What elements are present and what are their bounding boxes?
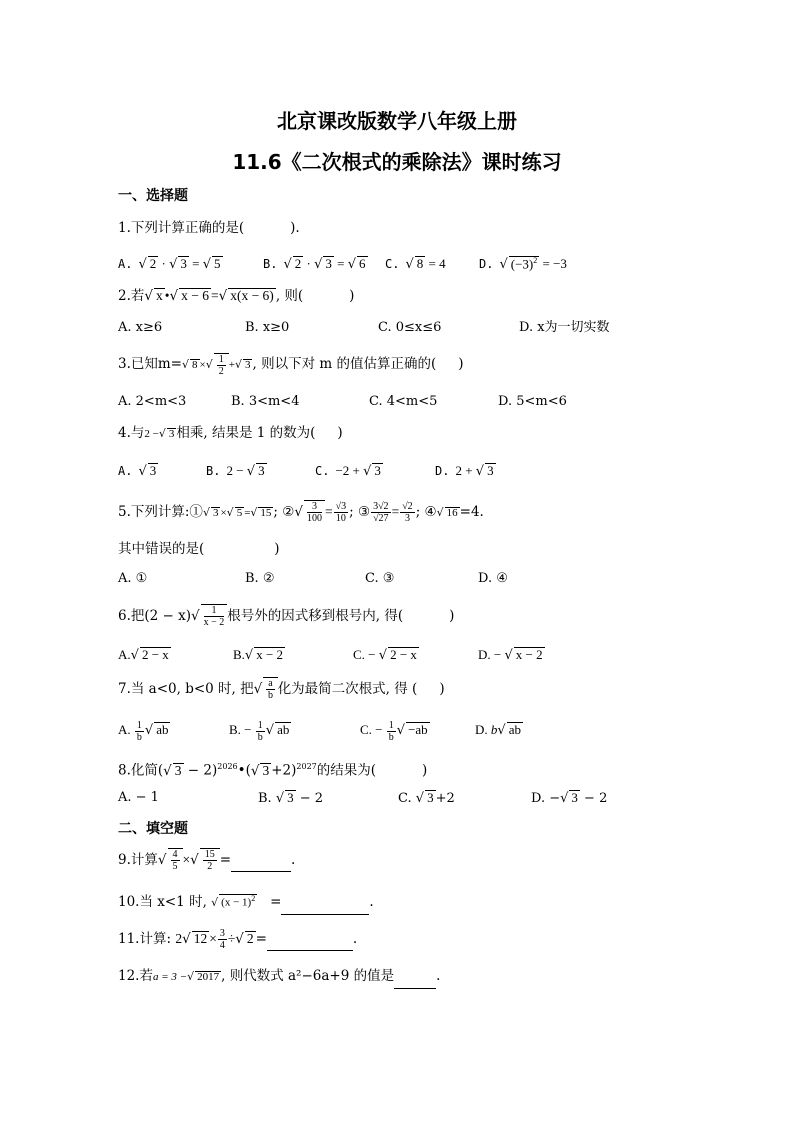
question-5-option-b: B. ② (245, 571, 275, 586)
question-1-option-c: C. √ 8 = 4 (385, 256, 446, 272)
answer-blank-11[interactable] (267, 936, 353, 951)
question-3-option-a: A. 2<m<3 (118, 394, 187, 409)
question-7-stem: 7.当 a<0, b<0 时, 把√ $\frac{a}{b}$ 化为最简二次根式, 得 ( ) (118, 678, 445, 702)
question-2-option-c: C. 0≤x≤6 (378, 320, 442, 335)
question-1-option-d: D. √ $(-3)^2 = -3$ (479, 255, 567, 272)
answer-blank-10[interactable] (281, 900, 369, 915)
question-2-option-d: D. x为一切实数 (519, 320, 610, 335)
question-7-option-c: C. − $\frac{1}{b}$ √ −ab (360, 719, 428, 743)
question-8-option-d: D. −√ 3 − 2 (531, 790, 608, 806)
question-5-stem: 5.下列计算:①√ 3 ×√ 5 =√ 15 ; ②√ $\frac{3}{100}$ = $\frac{√3}{10}$ ; ③ $\frac{3√2}{√27}$ = $\frac{√2}{3}$ ; ④√ 16 =4. (118, 501, 484, 525)
question-4-option-a: A. √ 3 (118, 463, 157, 479)
question-8-option-a: A. − 1 (118, 790, 159, 805)
question-6-stem: 6.把(2 − x)√ $\frac{1}{x - 2}$ 根号外的因式移到根号内, 得( ) (118, 605, 455, 629)
question-7-option-a: A. $\frac{1}{b}$ √ ab (118, 719, 169, 743)
answer-blank-9[interactable] (231, 857, 291, 872)
section-heading-fill: 二、填空题 (118, 821, 188, 837)
question-3-stem: 3.已知m=√ 8 ×√ $\frac{1}{2}$ +√ 3 , 则以下对 m 的值估算正确的( ) (118, 353, 464, 377)
question-10-stem: 10.当 x<1 时, √ $(x - 1)^2$ = . (118, 890, 374, 918)
question-3-option-d: D. 5<m<6 (498, 394, 567, 409)
question-5-option-c: C. ③ (365, 571, 395, 586)
question-6-option-d: D. − √ x − 2 (478, 647, 543, 663)
question-2-stem: 2.若√ x •√ x − 6 =√ x(x − 6) , 则( ) (118, 288, 355, 304)
section-heading-choice: 一、选择题 (118, 188, 188, 204)
question-3-option-c: C. 4<m<5 (369, 394, 438, 409)
question-6-option-a: A.√ 2 − x (118, 647, 169, 663)
question-12-stem: 12.若a = 3 −√ 2017 , 则代数式 a²−6a+9 的值是 . (118, 964, 440, 992)
question-8-option-b: B. √ 3 − 2 (258, 790, 324, 806)
question-2-option-a: A. x≥6 (118, 320, 163, 335)
question-4-stem: 4.与2 −√ 3 相乘, 结果是 1 的数为( ) (118, 425, 343, 441)
question-4-option-d: D. 2 + √ 3 (435, 463, 494, 479)
document-title: 北京课改版数学八年级上册 (277, 109, 517, 133)
question-1-option-a: A. √ 2 · √ 3 = √ 5 (118, 256, 221, 272)
question-7-option-b: B. − $\frac{1}{b}$ √ ab (229, 719, 290, 743)
document-subtitle: 11.6《二次根式的乘除法》课时练习 (232, 150, 562, 174)
question-6-option-c: C. − √ 2 − x (353, 647, 417, 663)
question-2-option-b: B. x≥0 (245, 320, 290, 335)
question-8-stem: 8.化简(√ 3 − 2)$^{2026}$•(√ 3 +2)$^{2027}$的结果为( ) (118, 762, 428, 779)
question-5-option-d: D. ④ (478, 571, 508, 586)
question-6-option-b: B.√ x − 2 (233, 647, 284, 663)
question-9-stem: 9.计算√ $\frac{4}{5}$ ×√ $\frac{15}{2}$ = . (118, 849, 296, 873)
question-11-stem: 11.计算: 2√ 12 × $\frac{3}{4}$ ÷√ 2 = . (118, 928, 358, 952)
question-5-option-a: A. ① (118, 571, 148, 586)
question-1-option-b: B. √ 2 · √ 3 = √ 6 (263, 256, 366, 272)
answer-blank-12[interactable] (394, 974, 436, 989)
question-4-option-c: C. −2 + √ 3 (315, 463, 381, 479)
question-5-line2: 其中错误的是( ) (118, 541, 280, 557)
question-3-option-b: B. 3<m<4 (231, 394, 300, 409)
question-8-option-c: C. √ 3 +2 (398, 790, 455, 806)
question-7-option-d: D. b√ ab (475, 722, 521, 738)
question-4-option-b: B. 2 − √ 3 (206, 463, 265, 479)
question-1-stem: 1.下列计算正确的是( ). (118, 220, 300, 236)
